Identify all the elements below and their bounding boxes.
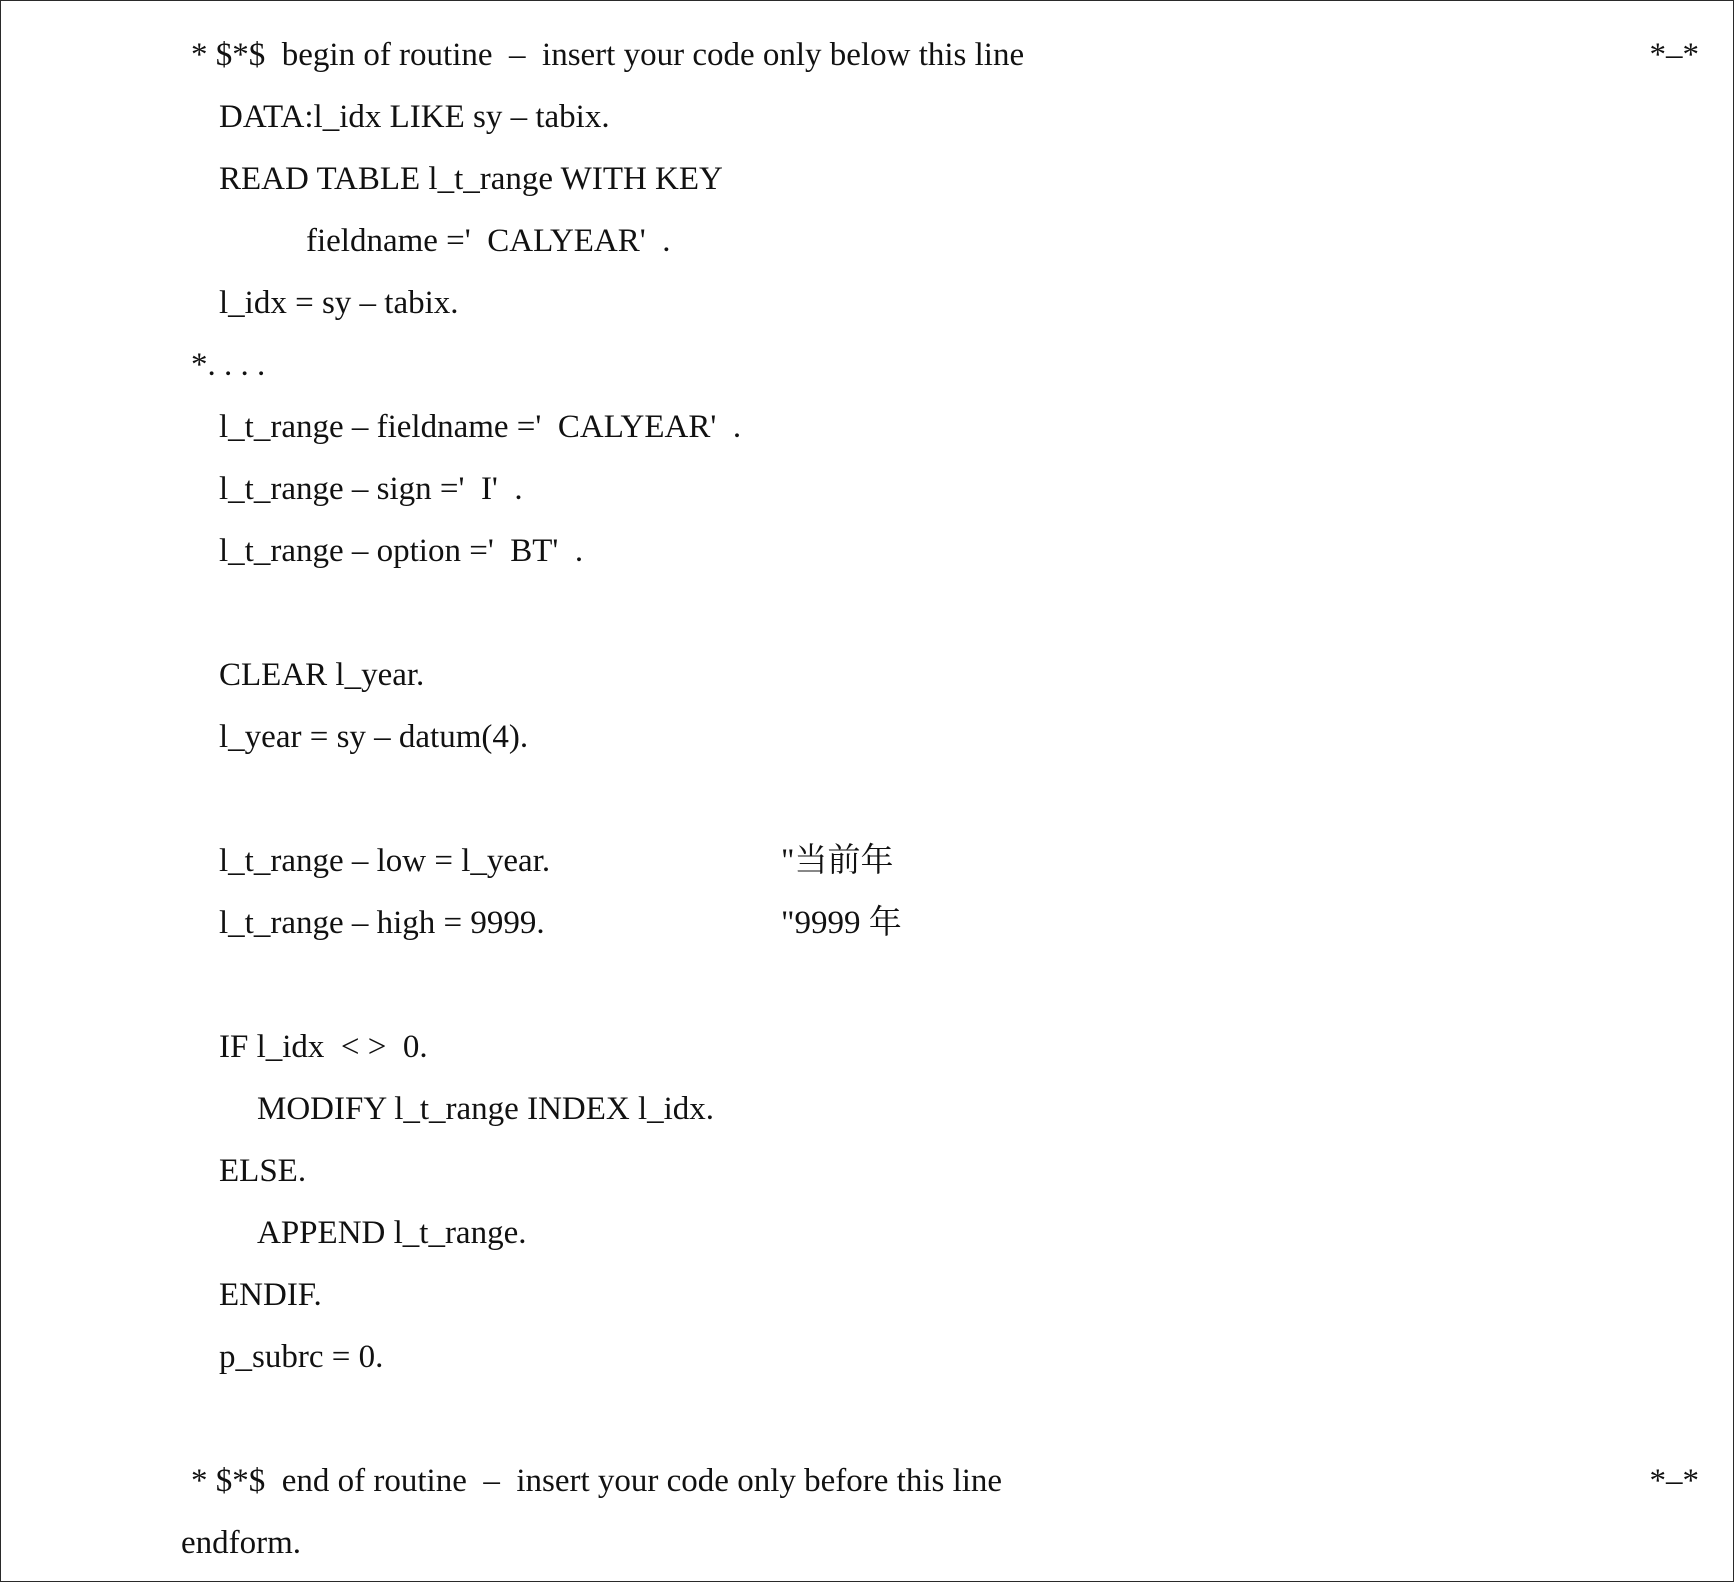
inline-comment-low: "当前年 <box>781 843 894 879</box>
inline-comment-high: "9999 年 <box>781 905 902 941</box>
code-line-range-low: l_t_range – low = l_year. <box>219 843 551 879</box>
code-line-range-high: l_t_range – high = 9999. <box>219 905 545 941</box>
code-line-read-table: READ TABLE l_t_range WITH KEY <box>219 161 723 197</box>
code-line-clear-year: CLEAR l_year. <box>219 657 425 693</box>
code-line-year-assign: l_year = sy – datum(4). <box>219 719 529 755</box>
code-line-ellipsis-comment: *. . . . <box>191 347 266 383</box>
header-comment-marker: *–* <box>1649 37 1699 73</box>
code-line-append: APPEND l_t_range. <box>257 1215 527 1251</box>
code-line-endform: endform. <box>181 1525 302 1561</box>
code-line-modify: MODIFY l_t_range INDEX l_idx. <box>257 1091 715 1127</box>
code-line-range-option: l_t_range – option =' BT' . <box>219 533 584 569</box>
code-line-if: IF l_idx < > 0. <box>219 1029 428 1065</box>
header-comment: * $*$ begin of routine – insert your code only below this line <box>191 37 1025 73</box>
code-line-endif: ENDIF. <box>219 1277 322 1313</box>
code-line-range-sign: l_t_range – sign =' I' . <box>219 471 523 507</box>
code-line-subrc: p_subrc = 0. <box>219 1339 384 1375</box>
footer-comment-marker: *–* <box>1649 1463 1699 1499</box>
code-block <box>1 1 1733 1581</box>
code-line-data-decl: DATA:l_idx LIKE sy – tabix. <box>219 99 610 135</box>
footer-comment: * $*$ end of routine – insert your code only before this line <box>191 1463 1003 1499</box>
code-line-range-fieldname: l_t_range – fieldname =' CALYEAR' . <box>219 409 742 445</box>
code-line-else: ELSE. <box>219 1153 307 1189</box>
code-line-idx-assign: l_idx = sy – tabix. <box>219 285 459 321</box>
code-line-fieldname-key: fieldname =' CALYEAR' . <box>306 223 671 259</box>
